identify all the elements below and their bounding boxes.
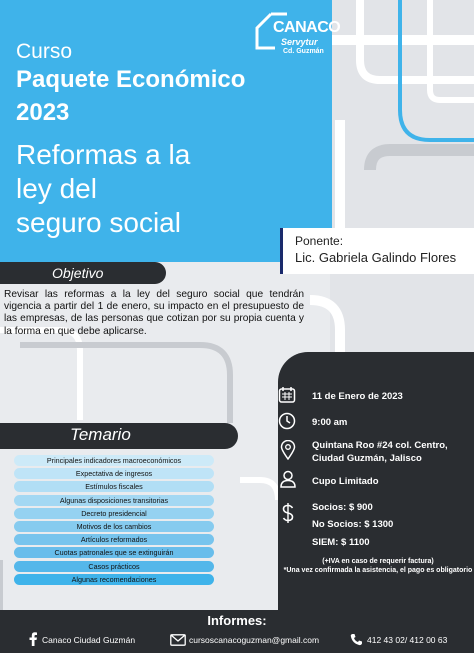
temario-item: Artículos reformados [14, 534, 214, 545]
temario-list [14, 455, 214, 587]
ponente-name: Lic. Gabriela Galindo Flores [295, 250, 457, 265]
footer-title: Informes: [207, 613, 267, 628]
temario-item: Expectativa de ingresos [14, 468, 214, 479]
logo-sub2: Cd. Guzmán [283, 48, 324, 55]
email-link[interactable]: cursoscanacoguzman@gmail.com [189, 635, 320, 645]
clock-icon [278, 412, 296, 430]
course-subtitle [16, 138, 276, 240]
course-title-line2: 2023 [16, 99, 70, 126]
event-date: 11 de Enero de 2023 [312, 391, 403, 402]
subtitle-line3: seguro social [16, 207, 181, 238]
phone-link[interactable]: 412 43 02/ 412 00 63 [367, 635, 448, 645]
subtitle-line1: Reformas a la [16, 139, 191, 170]
mail-icon [170, 634, 186, 646]
ponente-label: Ponente: [295, 234, 344, 248]
facebook-icon [28, 632, 38, 646]
logo-name: CANACO [273, 19, 341, 36]
location-pin-icon [280, 440, 296, 460]
event-time: 9:00 am [312, 417, 348, 428]
objetivo-heading: Objetivo [52, 265, 104, 281]
note-iva: (+IVA en caso de requerir factura) [322, 558, 434, 565]
objetivo-text: Revisar las reformas a la ley del seguro social que tendrán vigencia a partir del 1 de enero, su impacto en el presupuesto de las empresas, de las personas que cotizan por su propia cuenta y la forma en que debe aplicarse. [4, 289, 304, 337]
facebook-link[interactable]: Canaco Ciudad Guzmán [42, 635, 136, 645]
ponente-box [280, 228, 474, 274]
phone-icon [350, 633, 362, 646]
temario-item: Algunas recomendaciones [14, 574, 214, 585]
price-siem: SIEM: $ 1100 [312, 537, 370, 548]
temario-item: Casos prácticos [14, 561, 214, 572]
payment-notes [283, 557, 473, 575]
temario-heading: Temario [70, 425, 131, 444]
temario-item: Algunas disposiciones transitorias [14, 495, 214, 506]
temario-item: Motivos de los cambios [14, 521, 214, 532]
temario-item: Principales indicadores macroeconómicos [14, 455, 214, 466]
canaco-logo [253, 10, 341, 58]
temario-item: Cuotas patronales que se extinguirán [14, 547, 214, 558]
person-icon [279, 470, 297, 488]
note-pago: *Una vez confirmada la asistencia, el pago es obligatorio [283, 567, 473, 574]
event-cupo: Cupo Limitado [312, 476, 379, 487]
dollar-icon [280, 502, 296, 524]
temario-item: Decreto presidencial [14, 508, 214, 519]
price-no-socios: No Socios: $ 1300 [312, 519, 394, 530]
course-title-line1: Paquete Económico [16, 66, 246, 93]
temario-item: Estímulos fiscales [14, 481, 214, 492]
event-address-line2: Ciudad Guzmán, Jalisco [312, 453, 422, 464]
event-address-line1: Quintana Roo #24 col. Centro, [312, 440, 448, 451]
logo-sub1: Servytur [281, 37, 318, 47]
calendar-icon [278, 386, 296, 404]
price-socios: Socios: $ 900 [312, 502, 373, 513]
course-label: Curso [16, 40, 73, 63]
subtitle-line2: ley del [16, 173, 97, 204]
